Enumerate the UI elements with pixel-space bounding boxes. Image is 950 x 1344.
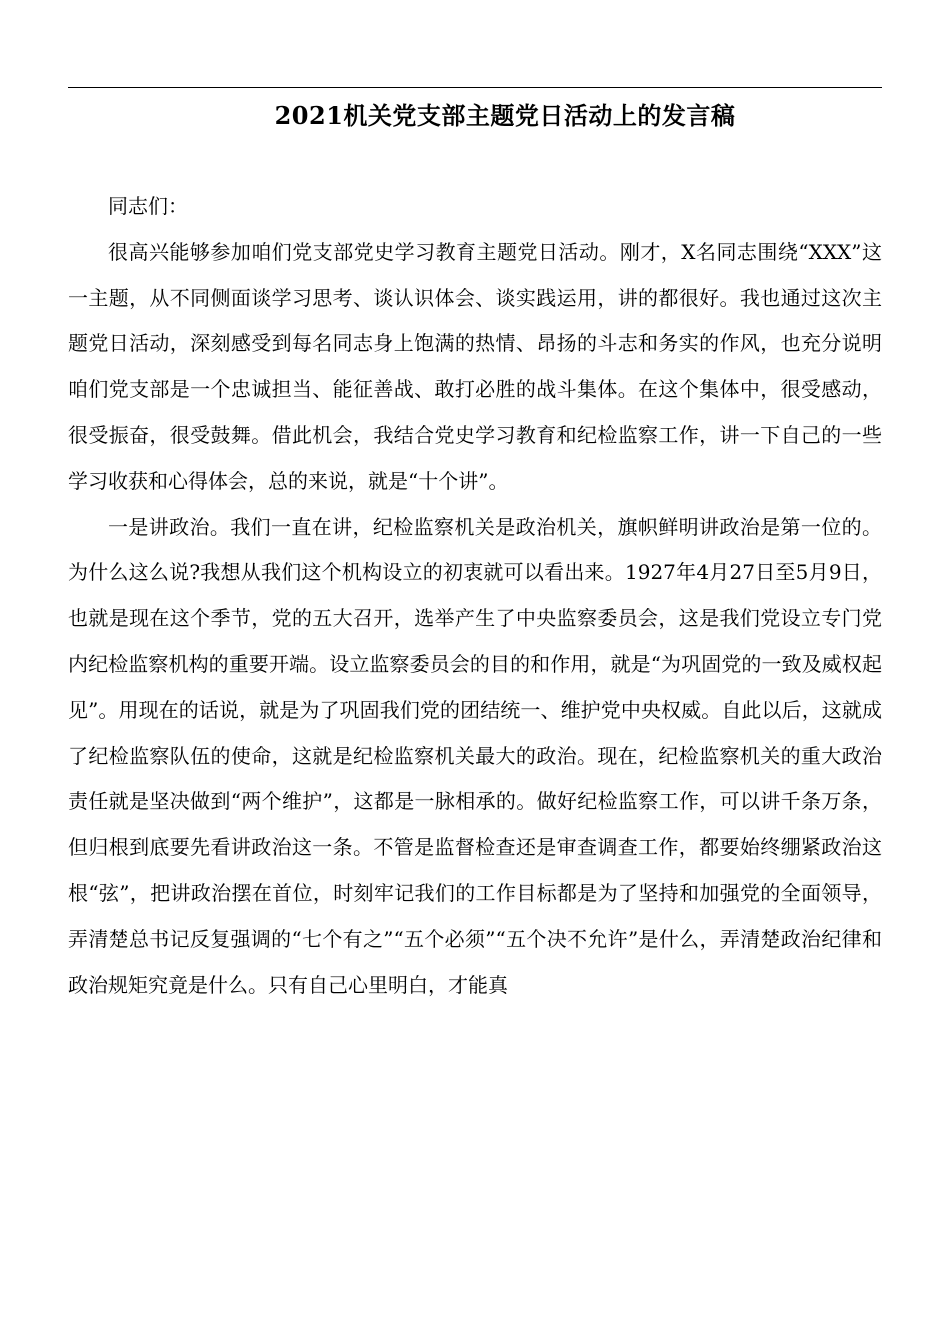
salutation-paragraph: 同志们：	[108, 194, 188, 218]
body-paragraph-intro: 很高兴能够参加咱们党支部党史学习教育主题党日活动。刚才，X名同志围绕“XXX”这一主题，从不同侧面谈学习思考、谈认识体会、谈实践运用，讲的都很好。我也通过这次主题党日活动，深刻感受到每名同志身上饱满的热情、昂扬的斗志和务实的作风，也充分说明咱们党支部是一个忠诚担当、能征善战、敢打必胜的战斗集体。在这个集体中，很受感动，很受振奋，很受鼓舞。借此机会，我结合党史学习教育和纪检监察工作，讲一下自己的一些学习收获和心得体会，总的来说，就是“十个讲”。	[68, 239, 882, 493]
body-paragraph-point-one: 一是讲政治。我们一直在讲，纪检监察机关是政治机关，旗帜鲜明讲政治是第一位的。为什么这么说?我想从我们这个机构设立的初衷就可以看出来。1927年4月27日至5月9日，也就是现在这个季节，党的五大召开，选举产生了中央监察委员会，这是我们党设立专门党内纪检监察机构的重要开端。设立监察委员会的目的和作用，就是“为巩固党的一致及威权起见”。用现在的话说，就是为了巩固我们党的团结统一、维护党中央权威。自此以后，这就成了纪检监察队伍的使命，这就是纪检监察机关最大的政治。现在，纪检监察机关的重大政治责任就是坚决做到“两个维护”，这都是一脉相承的。做好纪检监察工作，可以讲千条万条，但归根到底要先看讲政治这一条。不管是监督检查还是审查调查工作，都要始终绷紧政治这根“弦”，把讲政治摆在首位，时刻牢记我们的工作目标都是为了坚持和加强党的全面领导，弄清楚总书记反复强调的“七个有之”“五个必须”“五个决不允许”是什么，弄清楚政治纪律和政治规矩究竟是什么。只有自己心里明白，才能真	[68, 514, 882, 997]
header-rule	[68, 87, 882, 88]
document-title: 2021机关党支部主题党日活动上的发言稿	[274, 101, 736, 130]
document-body	[68, 184, 882, 1008]
